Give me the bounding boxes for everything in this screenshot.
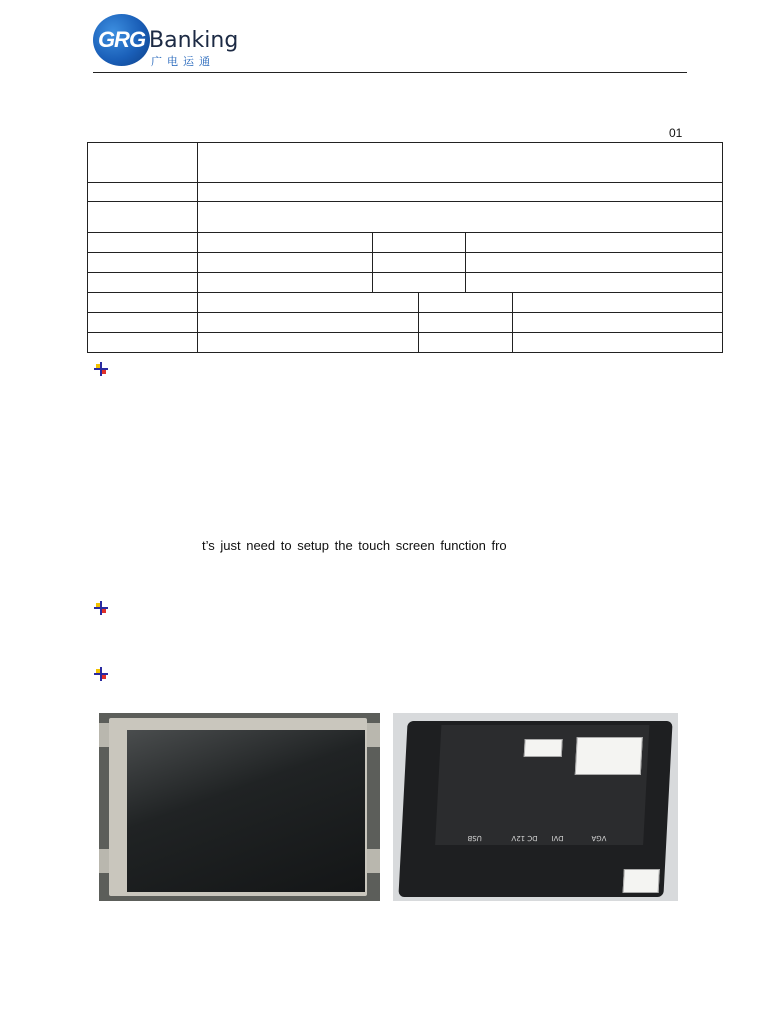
bullet-icon	[94, 362, 108, 376]
port-label-usb: USB	[467, 834, 483, 842]
table-row	[88, 233, 723, 253]
bullet-icon	[94, 667, 108, 681]
port-label-vga: VGA	[591, 834, 607, 842]
document-info-table	[87, 142, 723, 353]
port-label-dc: DC 12V	[511, 834, 538, 842]
table-row	[88, 253, 723, 273]
monitor-back-photo	[393, 713, 678, 901]
logo-chinese-text: 广电运通	[151, 55, 215, 68]
logo-wordmark: Banking	[149, 28, 239, 53]
document-number: 01	[669, 126, 683, 140]
document-header	[93, 14, 687, 73]
table-row	[88, 143, 723, 183]
table-row	[88, 313, 723, 333]
table-row	[88, 333, 723, 353]
monitor-front-photo	[99, 713, 380, 901]
table-row	[88, 183, 723, 202]
port-label-dvi: DVI	[551, 834, 564, 842]
body-text-line: t’s just need to setup the touch screen function fro	[202, 538, 507, 553]
bullet-icon	[94, 601, 108, 615]
table-row	[88, 202, 723, 233]
table-row	[88, 293, 723, 313]
grg-logo-mark: GRG	[93, 14, 150, 66]
table-row	[88, 273, 723, 293]
